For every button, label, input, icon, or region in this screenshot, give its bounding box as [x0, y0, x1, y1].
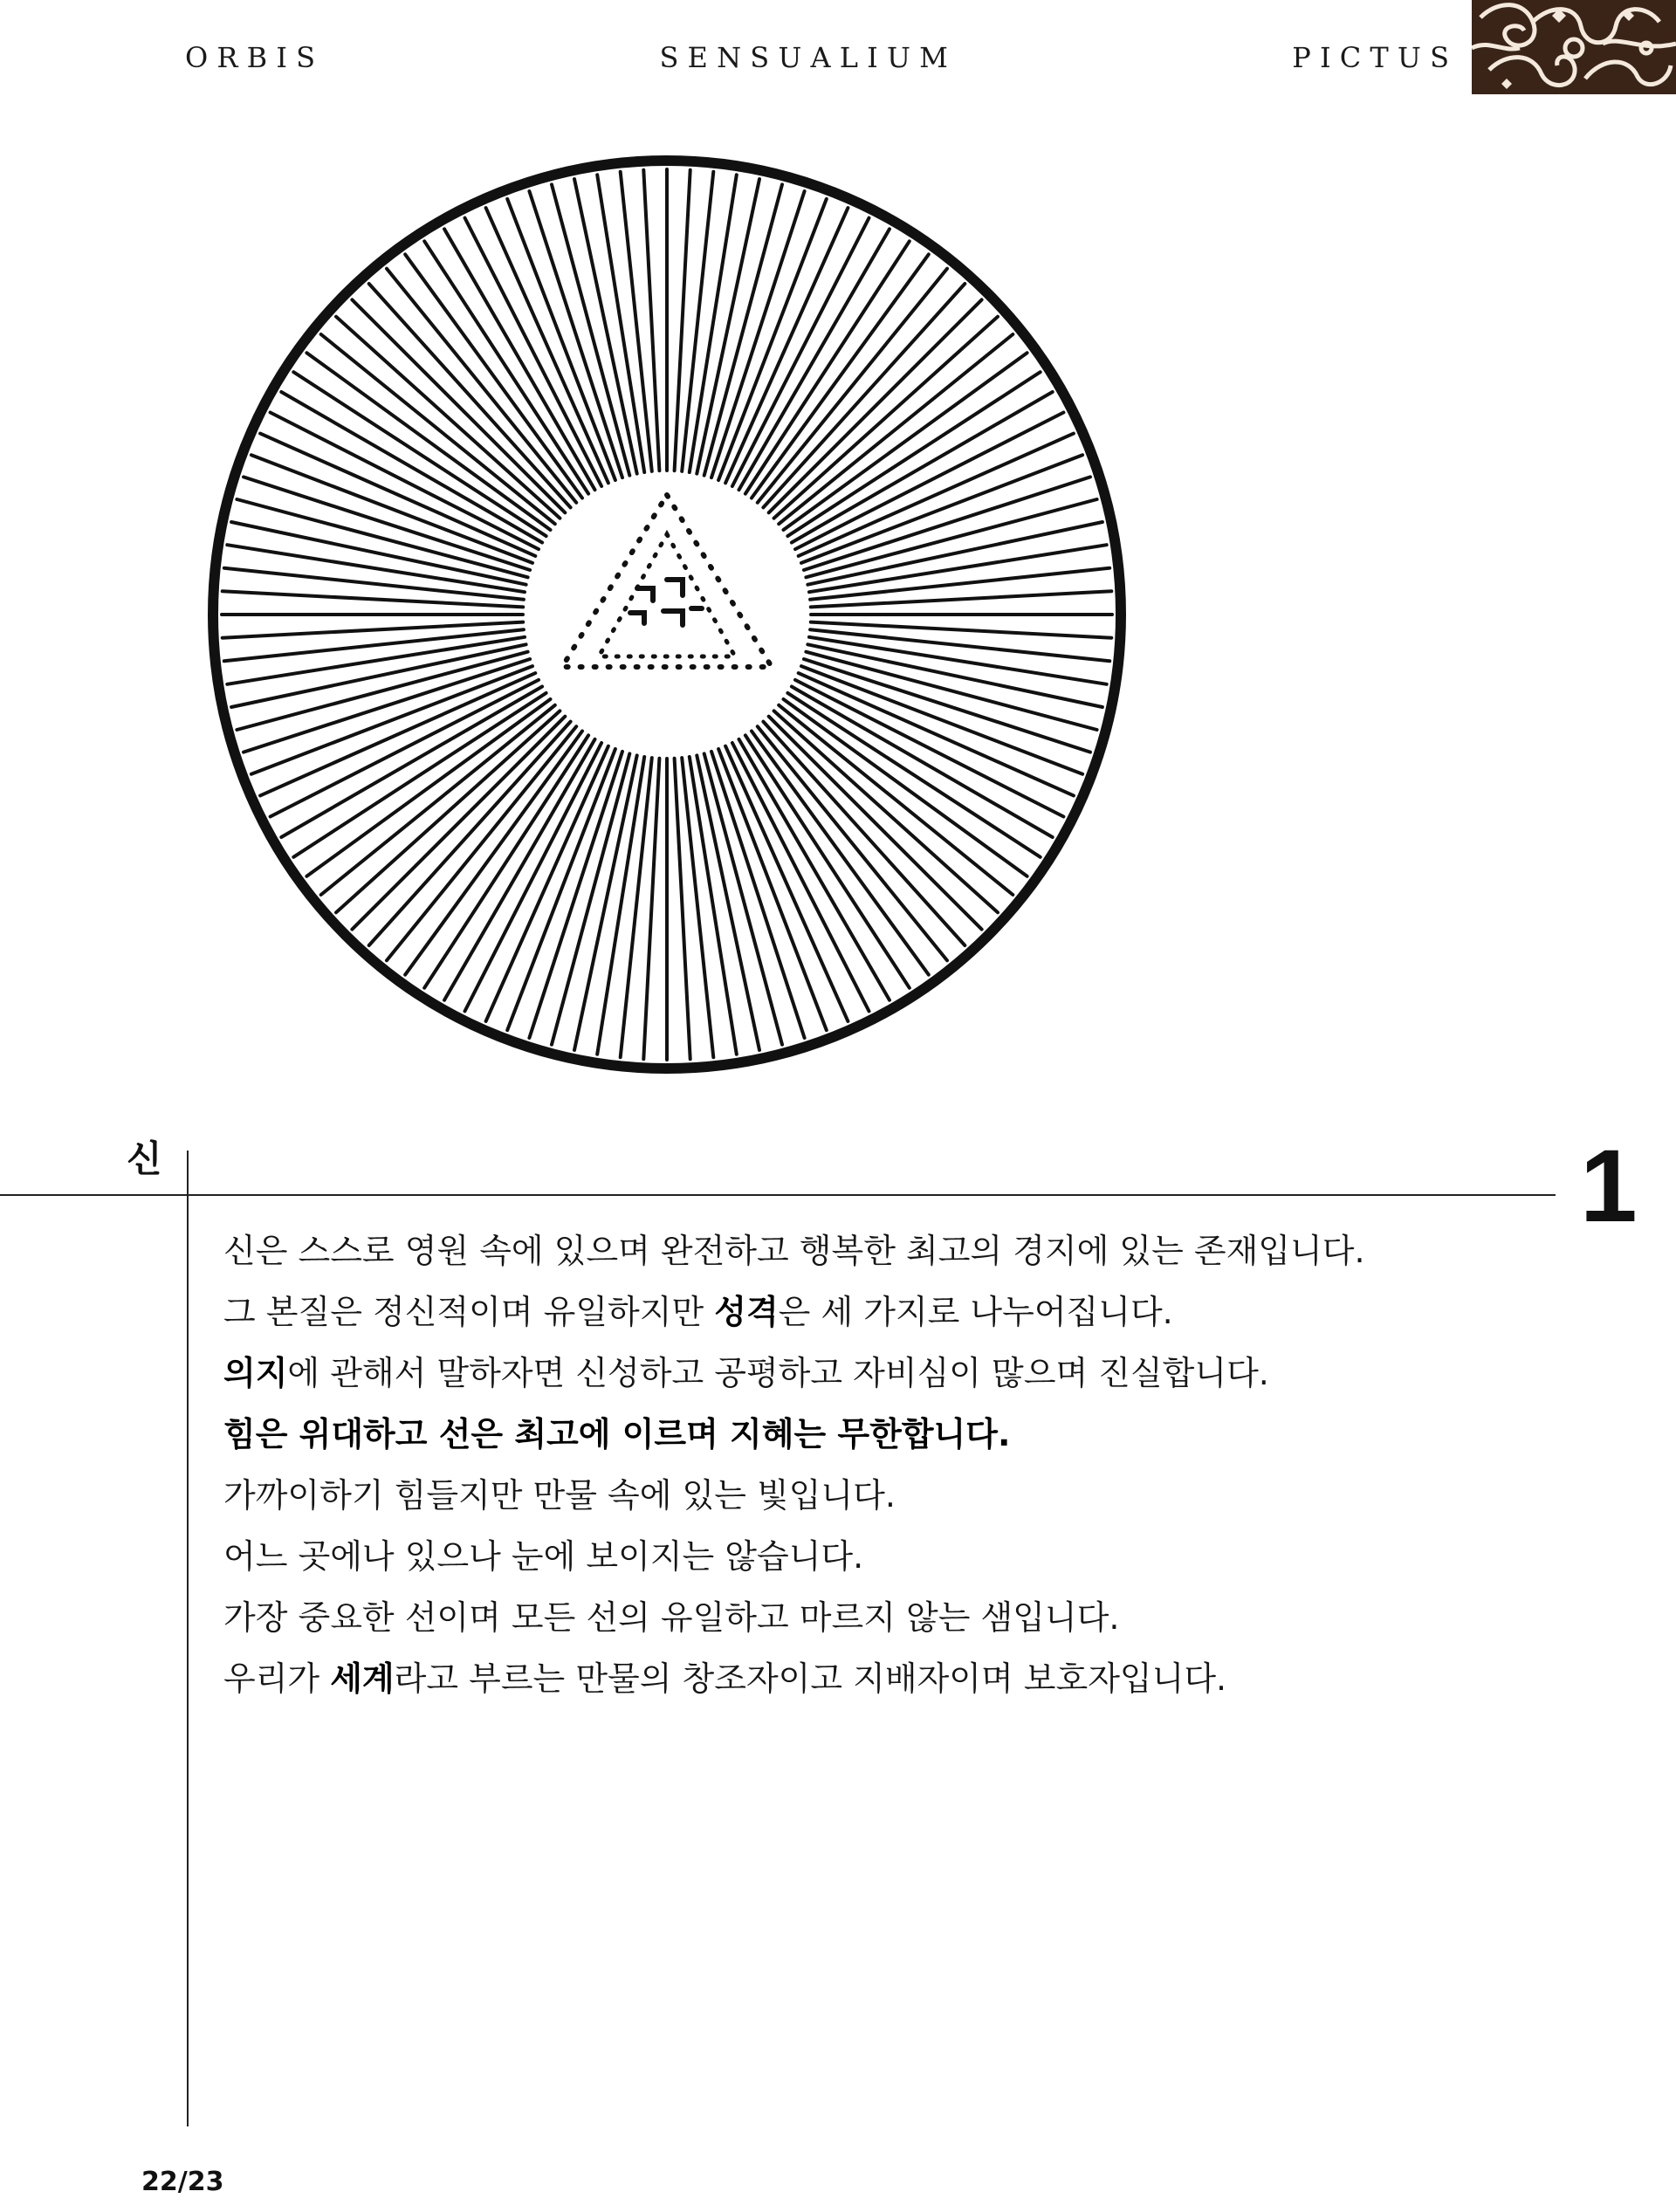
vertical-rule [187, 1151, 189, 2126]
section-title: 신 [127, 1137, 162, 1180]
body-text-span: 에 관해서 말하자면 신성하고 공평하고 자비심이 많으며 진실합니다. [287, 1354, 1269, 1392]
horizontal-rule [0, 1194, 1556, 1196]
body-text-span: 우리가 [223, 1659, 331, 1698]
body-text-span: 라고 부르는 만물의 창조자이고 지배자이며 보호자입니다. [394, 1659, 1227, 1698]
emphasis-text: 힘은 위대하고 선은 최고에 이르며 지혜는 무한합니다. [223, 1415, 1011, 1453]
body-line [223, 1404, 1533, 1465]
emphasis-text: 세계 [330, 1659, 395, 1698]
page-numbers: 22/23 [141, 2167, 224, 2197]
body-line [223, 1281, 1533, 1343]
running-title-word-3: P I C T U S [1292, 41, 1449, 74]
running-title-word-2: S E N S U A L I U M [659, 41, 948, 74]
radiant-circle-illustration [203, 150, 1131, 1079]
emphasis-text: 의지 [223, 1354, 288, 1392]
body-line [223, 1220, 1533, 1281]
body-text-span: 그 본질은 정신적이며 유일하지만 [223, 1293, 715, 1331]
body-line [223, 1526, 1533, 1587]
body-text-span: 은 세 가지로 나누어집니다. [778, 1293, 1173, 1331]
body-line [223, 1343, 1533, 1404]
inner-circle [536, 484, 798, 745]
body-text-span: 어느 곳에나 있으나 눈에 보이지는 않습니다. [223, 1537, 864, 1576]
body-line [223, 1587, 1533, 1648]
body-text-span: 가까이하기 힘들지만 만물 속에 있는 빛입니다. [223, 1476, 896, 1515]
body-text [223, 1220, 1533, 1709]
ornament-tile-icon [1472, 0, 1676, 94]
chapter-number: 1 [1580, 1129, 1638, 1244]
body-line [223, 1648, 1533, 1709]
running-header [185, 31, 1449, 84]
body-text-span: 신은 스스로 영원 속에 있으며 완전하고 행복한 최고의 경지에 있는 존재입니다. [223, 1232, 1365, 1270]
emphasis-text: 성격 [714, 1293, 779, 1331]
body-text-span: 가장 중요한 선이며 모든 선의 유일하고 마르지 않는 샘입니다. [223, 1598, 1120, 1637]
body-line [223, 1465, 1533, 1526]
running-title-word-1: O R B I S [185, 41, 316, 74]
